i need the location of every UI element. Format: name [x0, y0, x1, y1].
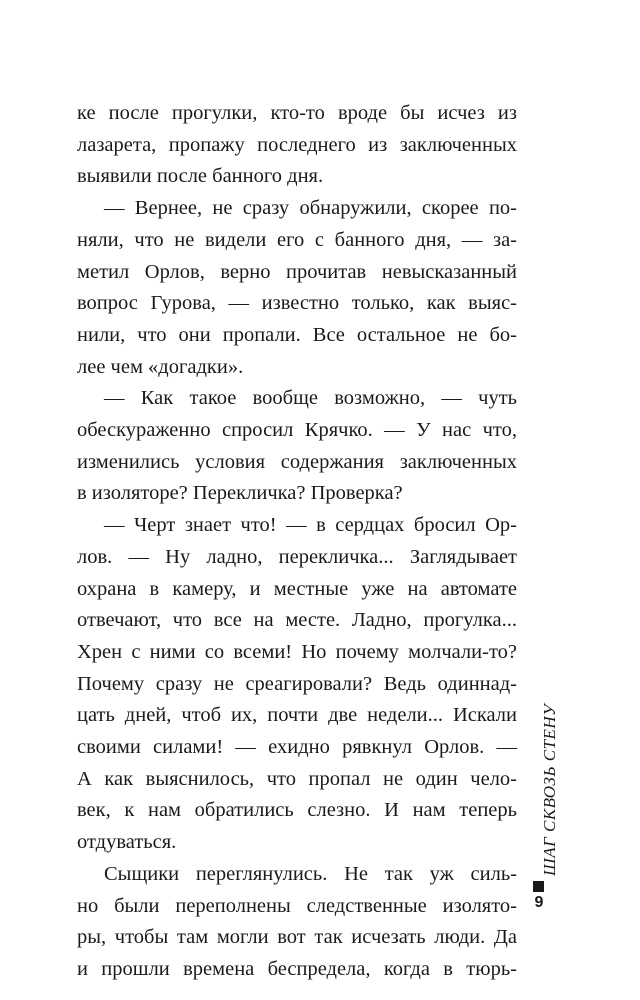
text-line: цать дней, чтоб их, почти две недели... Искали	[77, 704, 517, 727]
text-line: лее чем «догадки».	[77, 355, 244, 378]
body-text	[77, 98, 517, 986]
text-line: метил Орлов, верно прочитав невысказанный	[77, 260, 517, 283]
text-line: изменились условия содержания заключенных	[77, 450, 517, 473]
page-number: 9	[534, 894, 544, 911]
text-line: А как выяснилось, что пропал не один чело-	[77, 767, 517, 790]
text-line: Сыщики переглянулись. Не так уж силь-	[104, 862, 517, 885]
text-line: отдуваться.	[77, 831, 177, 854]
square-marker-icon	[533, 881, 544, 892]
text-line: ры, чтобы там могли вот так исчезать люди. Да	[77, 926, 517, 949]
text-line: своими силами! — ехидно рявкнул Орлов. —	[77, 736, 517, 759]
text-line: лазарета, пропажу последнего из заключенных	[77, 133, 517, 156]
text-line: отвечают, что все на месте. Ладно, прогулка...	[77, 609, 517, 632]
text-line: век, к нам обратились слезно. И нам теперь	[77, 799, 517, 822]
text-line: Почему сразу не среагировали? Ведь одиннад-	[77, 672, 517, 695]
text-line: ке после прогулки, кто-то вроде бы исчез из	[77, 102, 517, 124]
text-line: Хрен с ними со всеми! Но почему молчали-то?	[77, 640, 517, 663]
text-line: но были переполнены следственные изолято-	[77, 894, 517, 917]
running-head: ШАГ СКВОЗЬ СТЕНУ	[540, 703, 559, 876]
text-line: няли, что не видели его с банного дня, — за-	[77, 228, 517, 251]
text-line: и прошли времена беспредела, когда в тюрь-	[77, 957, 517, 980]
text-line: выявили после банного дня.	[77, 165, 324, 188]
text-line: охрана в камеру, и местные уже на автомате	[77, 577, 517, 600]
text-line: нили, что они пропали. Все остальное не бо-	[77, 323, 517, 346]
text-line: — Черт знает что! — в сердцах бросил Ор-	[104, 514, 517, 537]
text-line: вопрос Гурова, — известно только, как выяс-	[77, 292, 517, 315]
text-line: лов. — Ну ладно, перекличка... Заглядывает	[77, 545, 517, 568]
text-line: в изоляторе? Перекличка? Проверка?	[77, 482, 403, 505]
text-line: обескураженно спросил Крячко. — У нас что,	[77, 419, 517, 442]
text-line: — Как такое вообще возможно, — чуть	[104, 387, 517, 410]
text-line: — Вернее, не сразу обнаружили, скорее по-	[104, 197, 517, 220]
